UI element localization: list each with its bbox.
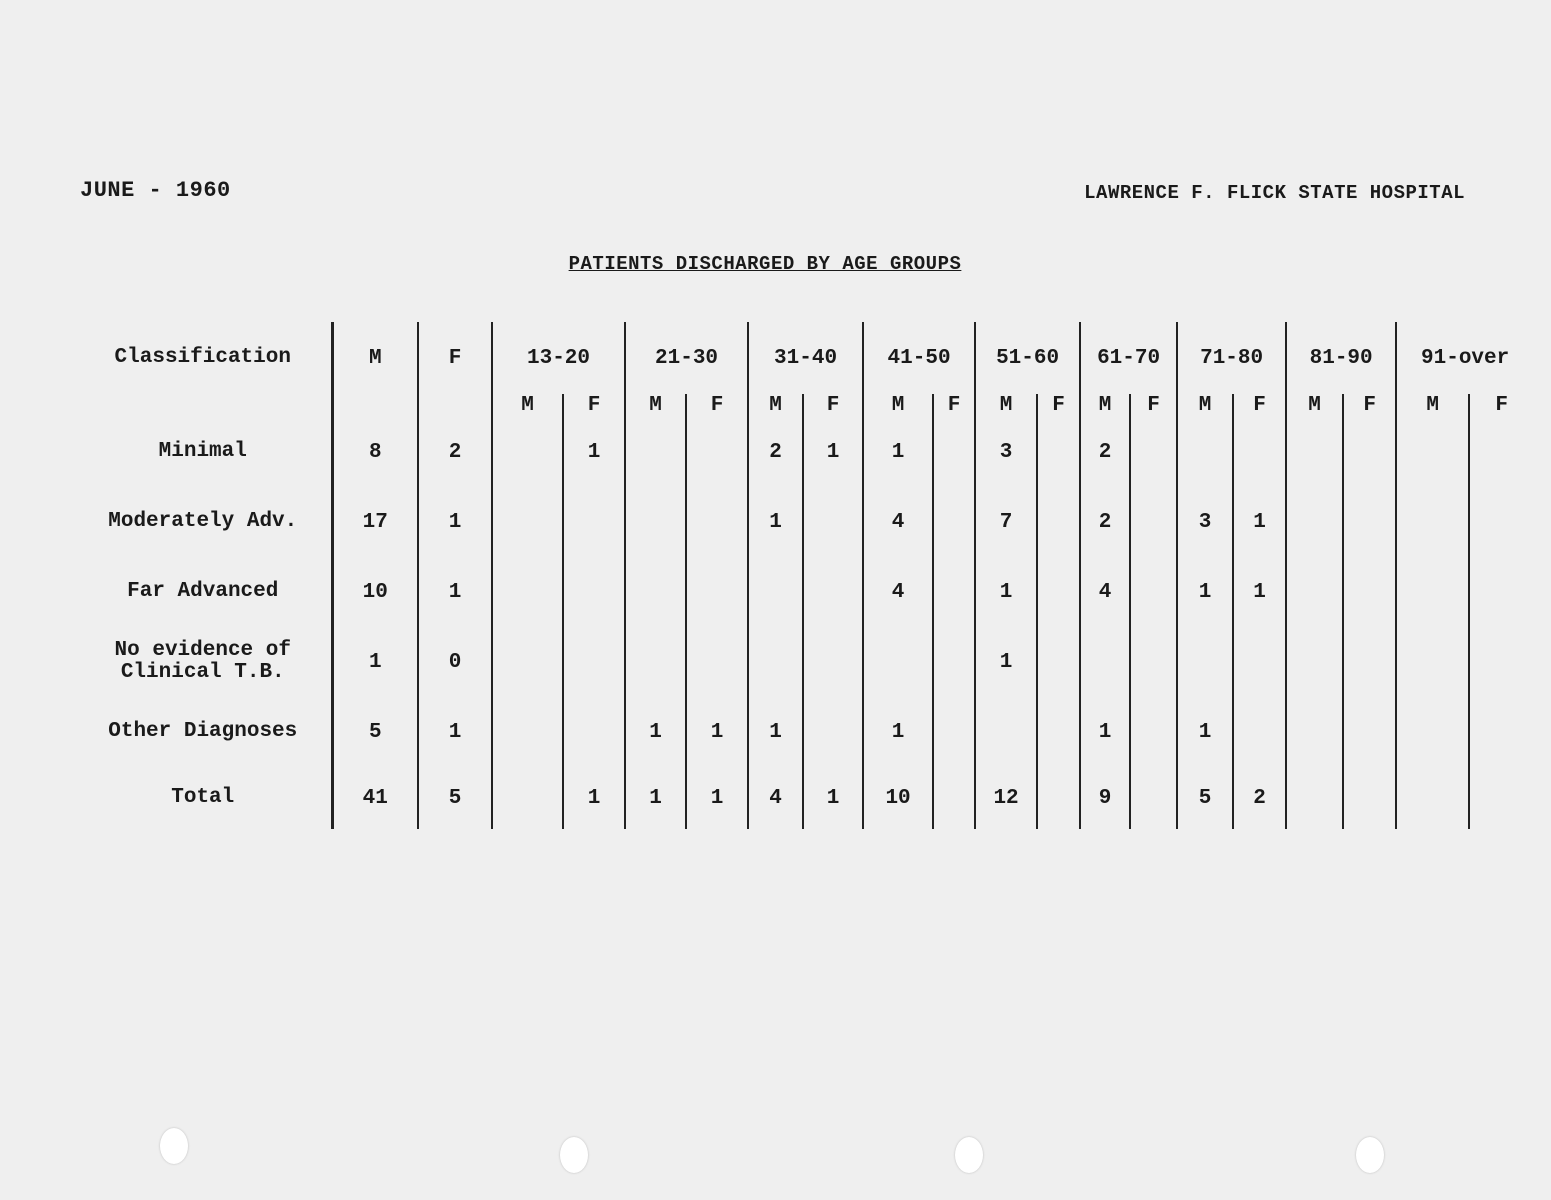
age-female-cell: [803, 697, 863, 767]
age-female-cell: [1343, 417, 1396, 487]
sub-male-header: M: [1177, 394, 1233, 417]
age-male-cell: 12: [975, 767, 1037, 829]
age-group-header: 81-90: [1286, 322, 1396, 394]
female-total-cell: 2: [418, 417, 492, 487]
age-female-cell: [933, 557, 975, 627]
header-row: [75, 322, 1533, 394]
age-female-cell: [933, 627, 975, 697]
sub-female-header: F: [563, 394, 625, 417]
age-male-cell: [625, 627, 686, 697]
age-female-cell: [563, 697, 625, 767]
age-male-cell: 1: [1080, 697, 1130, 767]
age-male-cell: 2: [1080, 487, 1130, 557]
age-group-header: 31-40: [748, 322, 863, 394]
sub-female-header: F: [1233, 394, 1286, 417]
sub-male-header: M: [1080, 394, 1130, 417]
age-female-cell: [1130, 417, 1177, 487]
age-female-cell: [1037, 557, 1080, 627]
age-male-cell: [1396, 557, 1469, 627]
age-group-header: 91-over: [1396, 322, 1533, 394]
age-female-cell: [933, 417, 975, 487]
sex-subheader-row: [75, 394, 1533, 417]
age-male-cell: 1: [1177, 697, 1233, 767]
document-date: JUNE - 1960: [80, 178, 231, 203]
age-female-cell: [1130, 557, 1177, 627]
age-male-cell: 4: [748, 767, 803, 829]
row-label: Far Advanced: [127, 580, 279, 603]
age-female-cell: [686, 557, 748, 627]
age-male-cell: 1: [863, 417, 933, 487]
binder-hole: [560, 1137, 588, 1173]
age-male-cell: 1: [975, 557, 1037, 627]
age-male-cell: [1286, 767, 1343, 829]
age-female-cell: [1037, 627, 1080, 697]
age-male-cell: 1: [863, 697, 933, 767]
age-female-cell: [1130, 627, 1177, 697]
female-total-cell: 1: [418, 557, 492, 627]
age-male-cell: 9: [1080, 767, 1130, 829]
age-male-cell: 3: [1177, 487, 1233, 557]
age-female-cell: 1: [686, 767, 748, 829]
age-female-cell: [686, 487, 748, 557]
age-female-cell: [1130, 487, 1177, 557]
sub-male-header: M: [1286, 394, 1343, 417]
sub-female-header: F: [933, 394, 975, 417]
sub-female-header: F: [1037, 394, 1080, 417]
age-female-cell: [686, 417, 748, 487]
age-male-cell: [1396, 767, 1469, 829]
age-female-cell: [1469, 417, 1533, 487]
age-male-cell: [492, 417, 563, 487]
sub-female-header: F: [1130, 394, 1177, 417]
male-total-cell: 10: [332, 557, 418, 627]
age-male-cell: [492, 557, 563, 627]
male-total-cell: 41: [332, 767, 418, 829]
age-group-header: 71-80: [1177, 322, 1286, 394]
age-male-cell: 1: [625, 697, 686, 767]
age-female-cell: [1037, 487, 1080, 557]
age-male-cell: 7: [975, 487, 1037, 557]
age-group-header: 61-70: [1080, 322, 1177, 394]
female-total-cell: 1: [418, 487, 492, 557]
age-female-cell: [1343, 557, 1396, 627]
age-male-cell: [1286, 557, 1343, 627]
female-total-cell: 1: [418, 697, 492, 767]
age-male-cell: [863, 627, 933, 697]
age-female-cell: [933, 767, 975, 829]
age-female-cell: [1469, 627, 1533, 697]
age-male-cell: [748, 627, 803, 697]
male-total-cell: 5: [332, 697, 418, 767]
age-female-cell: 2: [1233, 767, 1286, 829]
age-female-cell: 1: [563, 417, 625, 487]
age-male-cell: [1286, 697, 1343, 767]
age-male-cell: 1: [1177, 557, 1233, 627]
female-total-cell: 0: [418, 627, 492, 697]
age-male-cell: [748, 557, 803, 627]
table-row: [75, 417, 1533, 487]
age-female-cell: [1343, 487, 1396, 557]
age-male-cell: 3: [975, 417, 1037, 487]
age-female-cell: 1: [803, 417, 863, 487]
blank-cell: [332, 394, 418, 417]
age-female-cell: 1: [686, 697, 748, 767]
age-female-cell: [563, 627, 625, 697]
age-female-cell: 1: [803, 767, 863, 829]
age-male-cell: [1177, 627, 1233, 697]
total-male-header: M: [332, 322, 418, 394]
binder-hole: [1356, 1137, 1384, 1173]
age-female-cell: [1037, 697, 1080, 767]
age-male-cell: [1286, 627, 1343, 697]
age-female-cell: 1: [1233, 487, 1286, 557]
row-label: Other Diagnoses: [108, 720, 298, 743]
row-label: No evidence of Clinical T.B.: [114, 639, 291, 684]
age-female-cell: [803, 627, 863, 697]
age-male-cell: 4: [863, 487, 933, 557]
age-female-cell: [563, 557, 625, 627]
binder-hole: [160, 1128, 188, 1164]
age-group-header: 41-50: [863, 322, 975, 394]
male-total-cell: 17: [332, 487, 418, 557]
age-group-header: 51-60: [975, 322, 1080, 394]
age-female-cell: [1469, 487, 1533, 557]
age-female-cell: [563, 487, 625, 557]
age-male-cell: [1080, 627, 1130, 697]
age-female-cell: [1469, 557, 1533, 627]
age-female-cell: [803, 557, 863, 627]
age-female-cell: [803, 487, 863, 557]
age-male-cell: 4: [1080, 557, 1130, 627]
institution-name: LAWRENCE F. FLICK STATE HOSPITAL: [1084, 182, 1465, 204]
table-row: [75, 697, 1533, 767]
table-row: [75, 557, 1533, 627]
age-male-cell: [1396, 487, 1469, 557]
total-row: [75, 767, 1533, 829]
row-label: Minimal: [158, 440, 247, 463]
age-male-cell: [625, 487, 686, 557]
age-female-cell: [1130, 697, 1177, 767]
male-total-cell: 8: [332, 417, 418, 487]
age-female-cell: [1037, 417, 1080, 487]
age-female-cell: [1343, 697, 1396, 767]
age-male-cell: 1: [748, 697, 803, 767]
age-group-header: 13-20: [492, 322, 625, 394]
age-male-cell: [625, 557, 686, 627]
age-female-cell: [933, 487, 975, 557]
sub-male-header: M: [1396, 394, 1469, 417]
age-male-cell: [492, 627, 563, 697]
age-male-cell: [492, 487, 563, 557]
age-male-cell: [1286, 417, 1343, 487]
age-male-cell: 1: [748, 487, 803, 557]
age-female-cell: [686, 627, 748, 697]
age-female-cell: [1233, 627, 1286, 697]
table-row: [75, 487, 1533, 557]
age-male-cell: 10: [863, 767, 933, 829]
row-label: Moderately Adv.: [108, 510, 298, 533]
binder-hole: [955, 1137, 983, 1173]
age-male-cell: [975, 697, 1037, 767]
age-female-cell: 1: [563, 767, 625, 829]
age-female-cell: 1: [1233, 557, 1286, 627]
age-male-cell: 1: [625, 767, 686, 829]
age-male-cell: [1396, 697, 1469, 767]
age-male-cell: 5: [1177, 767, 1233, 829]
sub-female-header: F: [803, 394, 863, 417]
sub-female-header: F: [686, 394, 748, 417]
blank-cell: [75, 394, 332, 417]
age-male-cell: [492, 697, 563, 767]
blank-cell: [418, 394, 492, 417]
table-row: [75, 627, 1533, 697]
age-male-cell: [1396, 417, 1469, 487]
age-female-cell: [1233, 417, 1286, 487]
age-female-cell: [1130, 767, 1177, 829]
age-male-cell: 2: [748, 417, 803, 487]
age-male-cell: [1396, 627, 1469, 697]
sub-female-header: F: [1469, 394, 1533, 417]
age-male-cell: [492, 767, 563, 829]
sub-male-header: M: [975, 394, 1037, 417]
classification-header: Classification: [114, 346, 291, 369]
row-label: Total: [171, 786, 235, 809]
age-male-cell: 4: [863, 557, 933, 627]
sub-male-header: M: [863, 394, 933, 417]
age-group-header: 21-30: [625, 322, 748, 394]
age-female-cell: [1037, 767, 1080, 829]
sub-male-header: M: [492, 394, 563, 417]
age-female-cell: [933, 697, 975, 767]
age-female-cell: [1469, 697, 1533, 767]
age-female-cell: [1343, 767, 1396, 829]
discharge-table: [75, 322, 1533, 829]
age-male-cell: [1286, 487, 1343, 557]
sub-female-header: F: [1343, 394, 1396, 417]
age-female-cell: [1469, 767, 1533, 829]
age-female-cell: [1233, 697, 1286, 767]
age-female-cell: [1343, 627, 1396, 697]
age-male-cell: 2: [1080, 417, 1130, 487]
age-male-cell: [625, 417, 686, 487]
sub-male-header: M: [625, 394, 686, 417]
document-title: PATIENTS DISCHARGED BY AGE GROUPS: [568, 253, 962, 275]
age-male-cell: 1: [975, 627, 1037, 697]
total-female-header: F: [418, 322, 492, 394]
male-total-cell: 1: [332, 627, 418, 697]
female-total-cell: 5: [418, 767, 492, 829]
age-male-cell: [1177, 417, 1233, 487]
sub-male-header: M: [748, 394, 803, 417]
